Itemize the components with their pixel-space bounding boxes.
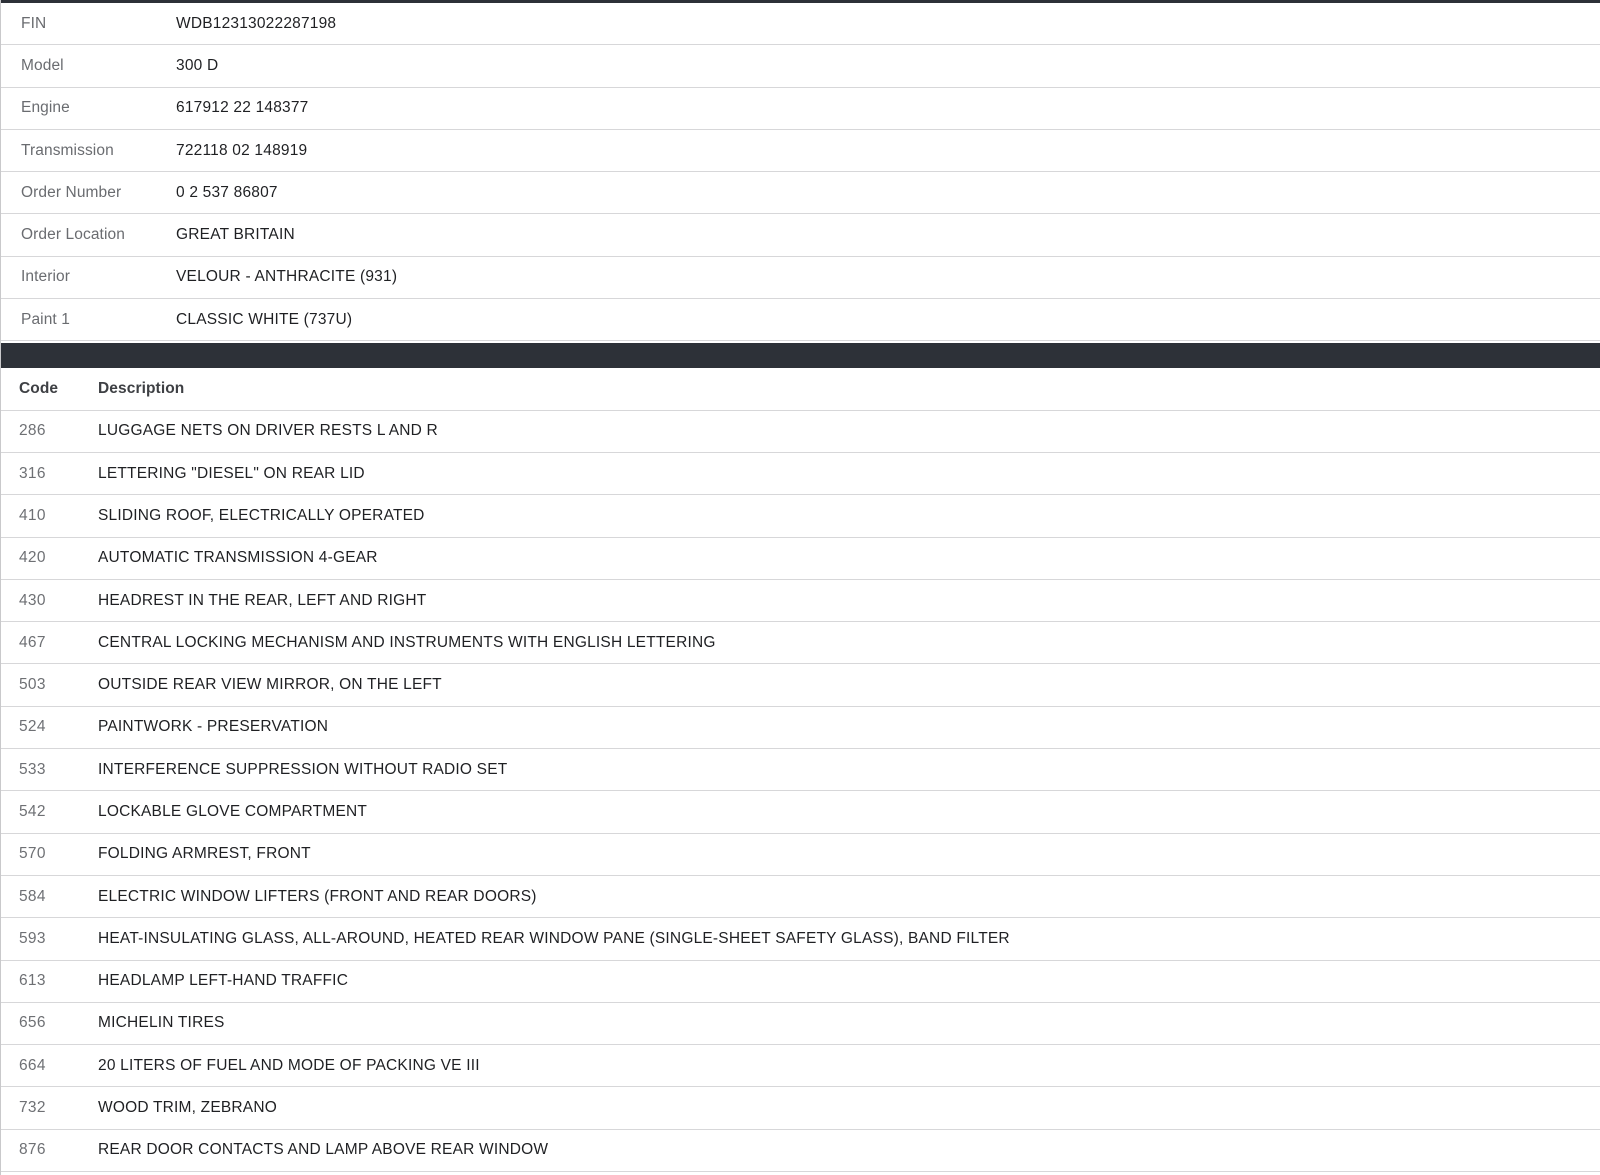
info-label: Order Number bbox=[21, 183, 122, 201]
description-cell: FOLDING ARMREST, FRONT bbox=[98, 845, 311, 863]
code-row bbox=[1, 664, 1600, 706]
code-column-header: Code bbox=[19, 380, 59, 398]
description-cell: REAR DOOR CONTACTS AND LAMP ABOVE REAR WINDOW bbox=[98, 1141, 549, 1159]
description-cell: PAINTWORK - PRESERVATION bbox=[98, 718, 329, 736]
info-value: CLASSIC WHITE (737U) bbox=[176, 310, 353, 328]
info-label: Paint 1 bbox=[21, 310, 70, 328]
description-cell: ELECTRIC WINDOW LIFTERS (FRONT AND REAR DOORS) bbox=[98, 887, 537, 905]
info-row bbox=[1, 299, 1600, 341]
description-cell: CENTRAL LOCKING MECHANISM AND INSTRUMENTS WITH ENGLISH LETTERING bbox=[98, 633, 716, 651]
code-cell: 286 bbox=[19, 422, 46, 440]
equipment-codes-table bbox=[1, 368, 1600, 1172]
info-value: 722118 02 148919 bbox=[176, 141, 308, 159]
description-cell: HEADLAMP LEFT-HAND TRAFFIC bbox=[98, 972, 349, 990]
description-cell: LETTERING "DIESEL" ON REAR LID bbox=[98, 464, 365, 482]
code-cell: 664 bbox=[19, 1056, 46, 1074]
info-value: WDB12313022287198 bbox=[176, 14, 337, 32]
code-cell: 316 bbox=[19, 464, 46, 482]
code-cell: 656 bbox=[19, 1014, 46, 1032]
code-row bbox=[1, 918, 1600, 960]
code-row bbox=[1, 1045, 1600, 1087]
description-cell: INTERFERENCE SUPPRESSION WITHOUT RADIO SET bbox=[98, 760, 508, 778]
info-value: VELOUR - ANTHRACITE (931) bbox=[176, 268, 398, 286]
code-cell: 467 bbox=[19, 633, 46, 651]
info-value: 617912 22 148377 bbox=[176, 99, 309, 117]
info-row bbox=[1, 88, 1600, 130]
code-cell: 533 bbox=[19, 760, 46, 778]
description-cell: HEADREST IN THE REAR, LEFT AND RIGHT bbox=[98, 591, 427, 609]
description-cell: SLIDING ROOF, ELECTRICALLY OPERATED bbox=[98, 506, 425, 524]
info-row bbox=[1, 3, 1600, 45]
code-row bbox=[1, 1003, 1600, 1045]
section-divider-band bbox=[1, 343, 1600, 368]
info-row bbox=[1, 214, 1600, 256]
code-row bbox=[1, 961, 1600, 1003]
info-label: Order Location bbox=[21, 226, 125, 244]
code-row bbox=[1, 622, 1600, 664]
code-row bbox=[1, 834, 1600, 876]
code-row bbox=[1, 495, 1600, 537]
description-cell: HEAT-INSULATING GLASS, ALL-AROUND, HEATED REAR WINDOW PANE (SINGLE-SHEET SAFETY GLASS), BAND FILTER bbox=[98, 929, 1010, 947]
code-row bbox=[1, 1087, 1600, 1129]
description-cell: MICHELIN TIRES bbox=[98, 1014, 225, 1032]
code-row bbox=[1, 580, 1600, 622]
code-cell: 542 bbox=[19, 802, 46, 820]
description-column-header: Description bbox=[98, 380, 185, 398]
info-label: Interior bbox=[21, 268, 71, 286]
codes-header-row bbox=[1, 368, 1600, 410]
info-value: GREAT BRITAIN bbox=[176, 226, 295, 244]
info-row bbox=[1, 45, 1600, 87]
info-label: Transmission bbox=[21, 141, 114, 159]
info-value: 300 D bbox=[176, 56, 219, 74]
info-label: FIN bbox=[21, 14, 47, 32]
code-cell: 732 bbox=[19, 1099, 46, 1117]
info-label: Engine bbox=[21, 99, 70, 117]
description-cell: LOCKABLE GLOVE COMPARTMENT bbox=[98, 802, 368, 820]
code-cell: 524 bbox=[19, 718, 46, 736]
codes-table-body bbox=[1, 411, 1600, 1172]
code-cell: 410 bbox=[19, 506, 46, 524]
code-cell: 570 bbox=[19, 845, 46, 863]
code-row bbox=[1, 538, 1600, 580]
code-row bbox=[1, 749, 1600, 791]
code-row bbox=[1, 876, 1600, 918]
description-cell: OUTSIDE REAR VIEW MIRROR, ON THE LEFT bbox=[98, 676, 442, 694]
code-cell: 420 bbox=[19, 549, 46, 567]
code-cell: 593 bbox=[19, 929, 46, 947]
code-row bbox=[1, 411, 1600, 453]
info-row bbox=[1, 257, 1600, 299]
code-row bbox=[1, 707, 1600, 749]
info-value: 0 2 537 86807 bbox=[176, 183, 278, 201]
description-cell: 20 LITERS OF FUEL AND MODE OF PACKING VE III bbox=[98, 1056, 480, 1074]
code-row bbox=[1, 453, 1600, 495]
vehicle-info-table bbox=[1, 3, 1600, 341]
description-cell: LUGGAGE NETS ON DRIVER RESTS L AND R bbox=[98, 422, 438, 440]
code-cell: 876 bbox=[19, 1141, 46, 1159]
info-row bbox=[1, 172, 1600, 214]
info-row bbox=[1, 130, 1600, 172]
code-row bbox=[1, 1130, 1600, 1172]
code-cell: 503 bbox=[19, 676, 46, 694]
description-cell: AUTOMATIC TRANSMISSION 4-GEAR bbox=[98, 549, 378, 567]
code-cell: 584 bbox=[19, 887, 46, 905]
code-cell: 430 bbox=[19, 591, 46, 609]
info-label: Model bbox=[21, 56, 64, 74]
description-cell: WOOD TRIM, ZEBRANO bbox=[98, 1099, 277, 1117]
code-row bbox=[1, 791, 1600, 833]
code-cell: 613 bbox=[19, 972, 46, 990]
